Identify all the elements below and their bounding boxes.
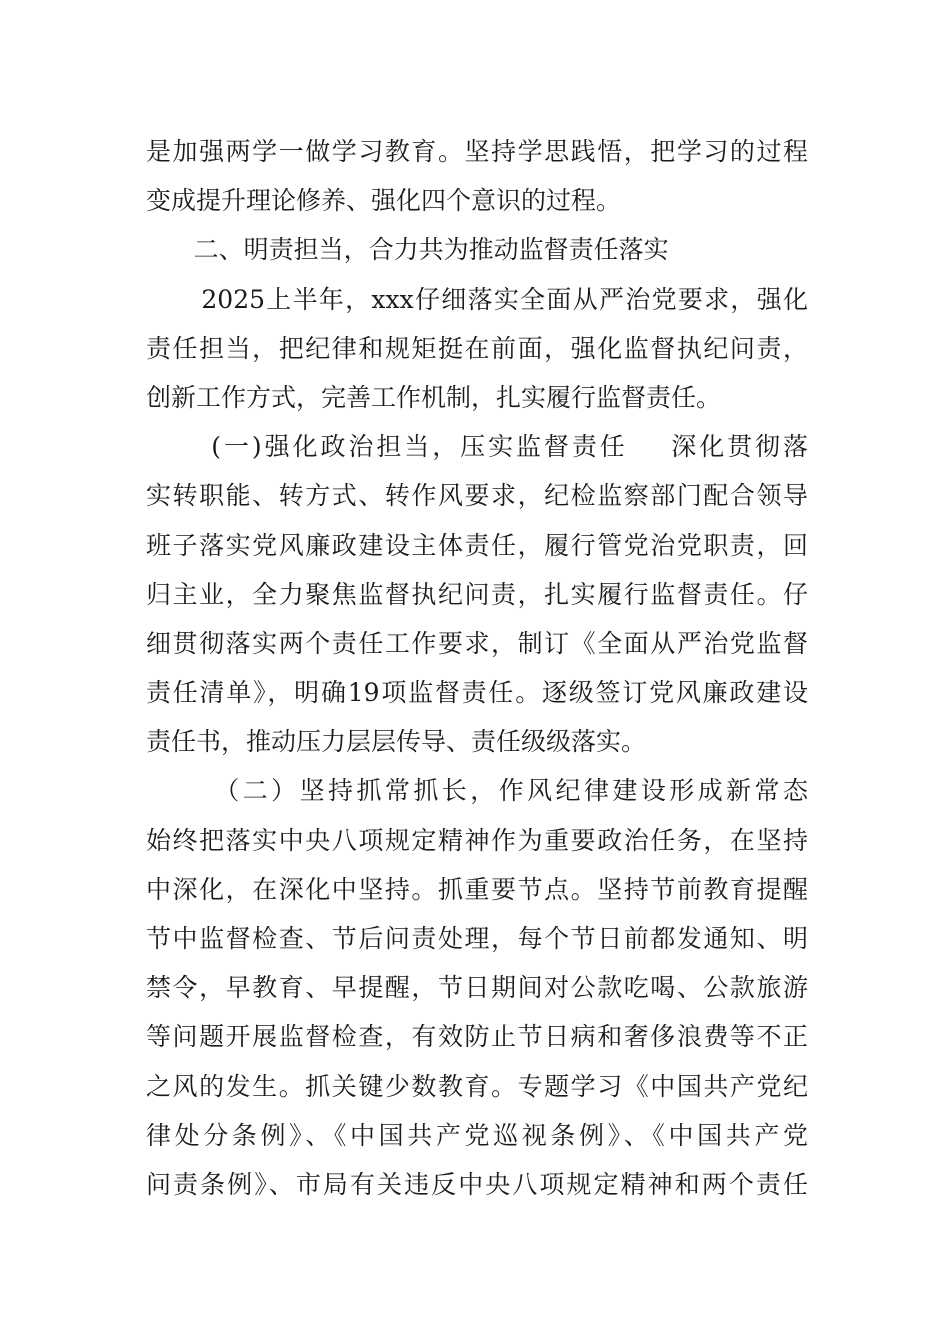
document-line: 创新工作方式，完善工作机制，扎实履行监督责任。 <box>146 382 722 412</box>
document-line: 等问题开展监督检查，有效防止节日病和奢侈浪费等不正 <box>146 1022 808 1052</box>
document-line: (一)强化政治担当，压实监督责任 深化贯彻落 <box>146 432 808 462</box>
document-line: 之风的发生。抓关键少数教育。专题学习《中国共产党纪 <box>146 1071 808 1101</box>
document-line: 问责条例》、市局有关违反中央八项规定精神和两个责任 <box>146 1169 808 1199</box>
document-line: 责任清单》，明确19项监督责任。逐级签订党风廉政建设 <box>146 678 808 708</box>
document-line: （二）坚持抓常抓长，作风纪律建设形成新常态 <box>146 776 808 806</box>
document-line: 中深化，在深化中坚持。抓重要节点。坚持节前教育提醒 <box>146 874 808 904</box>
document-line: 实转职能、转方式、转作风要求，纪检监察部门配合领导 <box>146 481 808 511</box>
document-line: 责任书，推动压力层层传导、责任级级落实。 <box>146 727 647 757</box>
document-line: 二、明责担当，合力共为推动监督责任落实 <box>146 235 669 265</box>
document-line: 变成提升理论修养、强化四个意识的过程。 <box>146 186 622 216</box>
document-line: 责任担当，把纪律和规矩挺在前面，强化监督执纪问责， <box>146 333 808 363</box>
document-line: 始终把落实中央八项规定精神作为重要政治任务，在坚持 <box>146 825 808 855</box>
document-line: 节中监督检查、节后问责处理，每个节日前都发通知、明 <box>146 924 808 953</box>
document-line: 班子落实党风廉政建设主体责任，履行管党治党职责，回 <box>146 530 808 560</box>
document-line: 禁令，早教育、早提醒，节日期间对公款吃喝、公款旅游 <box>146 973 808 1003</box>
document-line: 细贯彻落实两个责任工作要求，制订《全面从严治党监督 <box>146 628 808 658</box>
document-line: 律处分条例》、《中国共产党巡视条例》、《中国共产党 <box>146 1120 808 1150</box>
document-line: 是加强两学一做学习教育。坚持学思践悟，把学习的过程 <box>146 137 808 166</box>
document-line: 2025上半年，xxx仔细落实全面从严治党要求，强化 <box>146 284 808 314</box>
document-body <box>146 127 808 1209</box>
document-line: 归主业，全力聚焦监督执纪问责，扎实履行监督责任。仔 <box>146 579 808 609</box>
